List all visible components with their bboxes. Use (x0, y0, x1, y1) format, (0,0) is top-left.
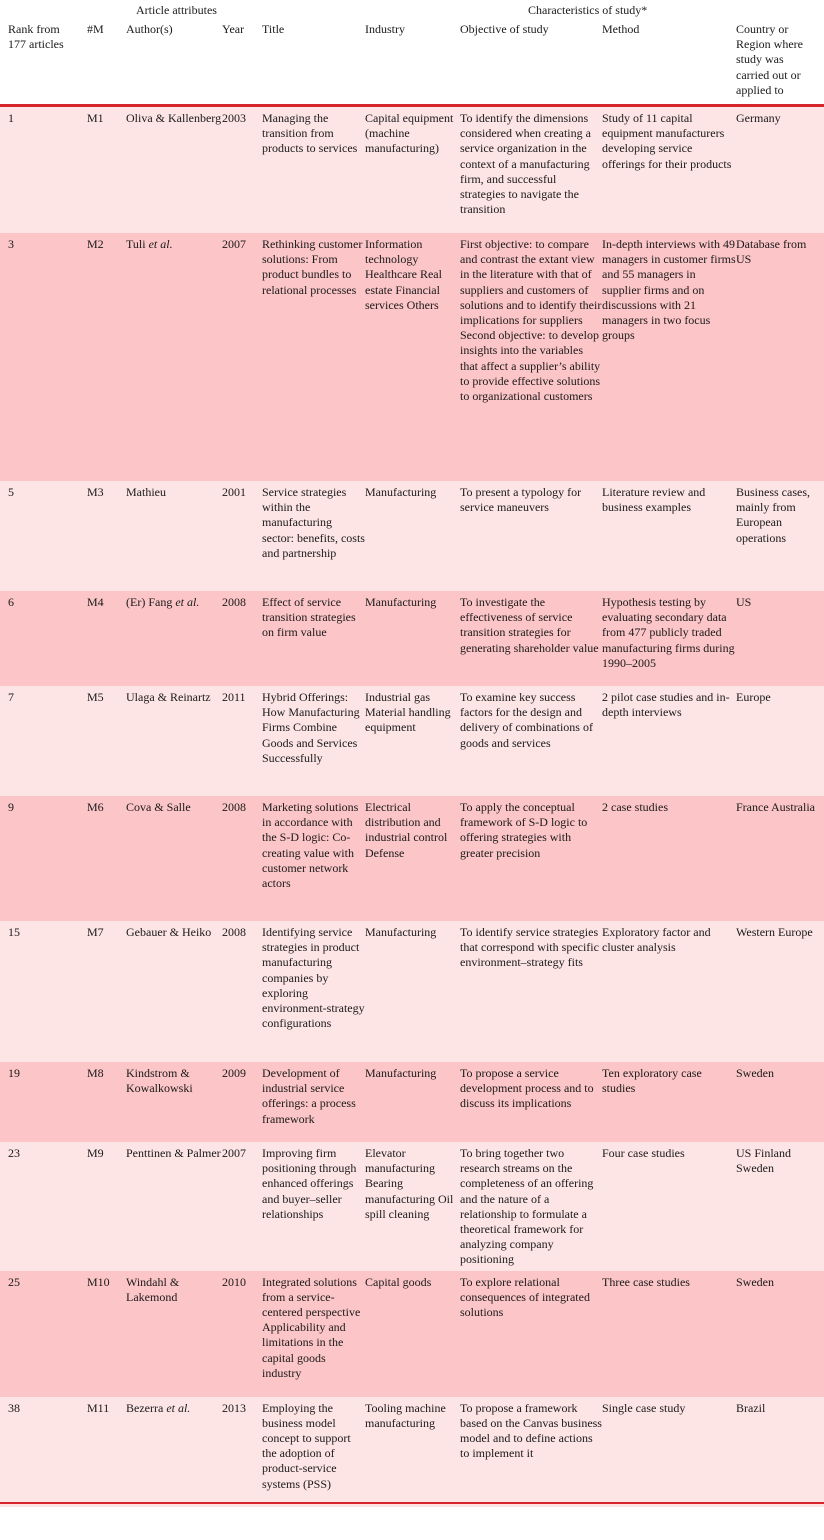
rank-cell: 7 (0, 686, 87, 796)
col-header-objective: Objective of study (460, 22, 549, 36)
country-cell: US (736, 591, 824, 686)
author-etal: et al. (148, 237, 173, 251)
author-cell (126, 796, 222, 921)
table-row (0, 233, 824, 481)
author-cell (126, 1062, 222, 1142)
industry-cell: Elevator manufacturing Bearing manufacturing Oil spill cleaning (365, 1142, 460, 1271)
objective-cell: To examine key success factors for the design and delivery of combinations of goods and services (460, 686, 602, 796)
m-cell: M9 (87, 1142, 126, 1271)
objective-cell: To explore relational consequences of integrated solutions (460, 1271, 602, 1397)
title-cell: Identifying service strategies in product manufacturing companies by exploring environment-strategy configurations (262, 921, 365, 1062)
m-cell: M3 (87, 481, 126, 591)
method-cell: Hypothesis testing by evaluating secondary data from 477 publicly traded manufacturing firms during 1990–2005 (602, 591, 736, 686)
year-cell: 2001 (222, 481, 262, 591)
rank-cell: 5 (0, 481, 87, 591)
m-cell: M10 (87, 1271, 126, 1397)
m-cell: M4 (87, 591, 126, 686)
author-etal: et al. (175, 595, 200, 609)
objective-cell: To propose a framework based on the Canvas business model and to define actions to implement it (460, 1397, 602, 1507)
objective-cell: To present a typology for service maneuvers (460, 481, 602, 591)
rank-cell: 19 (0, 1062, 87, 1142)
author-cell (126, 1271, 222, 1397)
rank-cell: 6 (0, 591, 87, 686)
m-cell: M7 (87, 921, 126, 1062)
table-row (0, 1271, 824, 1397)
studies-table (0, 107, 824, 1507)
author-name: Kindstrom & Kowalkowski (126, 1066, 193, 1096)
rank-cell: 15 (0, 921, 87, 1062)
author-cell (126, 481, 222, 591)
industry-cell: Electrical distribution and industrial control Defense (365, 796, 460, 921)
year-cell: 2008 (222, 921, 262, 1062)
author-name: (Er) Fang (126, 595, 176, 609)
industry-cell: Capital equipment (machine manufacturing) (365, 107, 460, 233)
author-cell (126, 921, 222, 1062)
author-name: Mathieu (126, 485, 166, 499)
rank-cell: 9 (0, 796, 87, 921)
author-cell (126, 233, 222, 481)
title-cell: Effect of service transition strategies on firm value (262, 591, 365, 686)
bottom-rule (0, 1502, 824, 1504)
col-header-title: Title (262, 22, 285, 36)
year-cell: 2007 (222, 1142, 262, 1271)
year-cell: 2003 (222, 107, 262, 233)
objective-cell: To bring together two research streams on the completeness of an offering and the nature of a relationship to formulate a theoretical framework for analyzing company positioning (460, 1142, 602, 1271)
col-header-rank: Rank from 177 articles (8, 22, 64, 52)
country-cell: Sweden (736, 1062, 824, 1142)
m-cell: M1 (87, 107, 126, 233)
method-cell: Exploratory factor and cluster analysis (602, 921, 736, 1062)
objective-cell: To apply the conceptual framework of S-D logic to offering strategies with greater precision (460, 796, 602, 921)
method-cell: Four case studies (602, 1142, 736, 1271)
author-cell (126, 107, 222, 233)
method-cell: 2 case studies (602, 796, 736, 921)
country-cell: US Finland Sweden (736, 1142, 824, 1271)
country-cell: Business cases, mainly from European operations (736, 481, 824, 591)
author-cell (126, 1142, 222, 1271)
title-cell: Service strategies within the manufacturing sector: benefits, costs and partnership (262, 481, 365, 591)
industry-cell: Tooling machine manufacturing (365, 1397, 460, 1507)
method-cell: In-depth interviews with 49 managers in customer firms and 55 managers in supplier firms and on discussions with 21 managers in two focus groups (602, 233, 736, 481)
table-row (0, 796, 824, 921)
col-header-method: Method (602, 22, 640, 36)
col-header-m: #M (87, 22, 104, 36)
industry-cell: Industrial gas Material handling equipment (365, 686, 460, 796)
rank-cell: 3 (0, 233, 87, 481)
title-cell: Hybrid Offerings: How Manufacturing Firms Combine Goods and Services Successfully (262, 686, 365, 796)
country-cell: Germany (736, 107, 824, 233)
author-name: Tuli (126, 237, 149, 251)
year-cell: 2011 (222, 686, 262, 796)
country-cell: Western Europe (736, 921, 824, 1062)
method-cell: 2 pilot case studies and in-depth interviews (602, 686, 736, 796)
year-cell: 2013 (222, 1397, 262, 1507)
industry-cell: Manufacturing (365, 591, 460, 686)
method-cell: Three case studies (602, 1271, 736, 1397)
table-row (0, 1397, 824, 1507)
author-etal: et al. (166, 1400, 191, 1415)
method-cell: Literature review and business examples (602, 481, 736, 591)
author-cell (126, 591, 222, 686)
country-cell: Sweden (736, 1271, 824, 1397)
method-cell: Study of 11 capital equipment manufacturers developing service offerings for their products (602, 107, 736, 233)
industry-cell: Capital goods (365, 1271, 460, 1397)
table-row (0, 921, 824, 1062)
col-header-industry: Industry (365, 22, 405, 36)
title-cell: Rethinking customer solutions: From product bundles to relational processes (262, 233, 365, 481)
author-name: Bezerra (126, 1400, 167, 1415)
table-row (0, 481, 824, 591)
col-header-country: Country or Region where study was carried out or applied to (736, 22, 803, 97)
m-cell: M8 (87, 1062, 126, 1142)
table-row (0, 1062, 824, 1142)
objective-cell: First objective: to compare and contrast the extant view in the literature with that of suppliers and customers of solutions and to identify their implications for suppliers Second objective: to develop insights into the variables that affect a supplier’s ability to provide effective solutions to organizational customers (460, 233, 602, 481)
year-cell: 2010 (222, 1271, 262, 1397)
method-cell: Ten exploratory case studies (602, 1062, 736, 1142)
table-row (0, 591, 824, 686)
industry-cell: Manufacturing (365, 921, 460, 1062)
rank-cell: 1 (0, 107, 87, 233)
table-row (0, 1142, 824, 1271)
author-cell (126, 1397, 222, 1507)
rank-cell: 23 (0, 1142, 87, 1271)
country-cell: Database from US (736, 233, 824, 481)
objective-cell: To identify the dimensions considered when creating a service organization in the context of a manufacturing firm, and successful strategies to navigate the transition (460, 107, 602, 233)
group-header-article-attributes: Article attributes (136, 3, 217, 17)
year-cell: 2008 (222, 591, 262, 686)
method-cell: Single case study (602, 1397, 736, 1507)
author-cell (126, 686, 222, 796)
country-cell: Brazil (736, 1397, 824, 1507)
objective-cell: To investigate the effectiveness of service transition strategies for generating shareholder value (460, 591, 602, 686)
table-row (0, 107, 824, 233)
author-name: Gebauer & Heiko (126, 925, 212, 939)
title-cell: Marketing solutions in accordance with the S-D logic: Co-creating value with customer network actors (262, 796, 365, 921)
industry-cell: Information technology Healthcare Real estate Financial services Others (365, 233, 460, 481)
m-cell: M2 (87, 233, 126, 481)
title-cell: Integrated solutions from a service-centered perspective Applicability and limitations in the capital goods industry (262, 1271, 365, 1397)
title-cell: Managing the transition from products to services (262, 107, 365, 233)
group-header-characteristics: Characteristics of study* (528, 3, 648, 17)
author-name: Cova & Salle (126, 800, 191, 814)
rank-cell: 25 (0, 1271, 87, 1397)
year-cell: 2009 (222, 1062, 262, 1142)
country-cell: Europe (736, 686, 824, 796)
author-name: Ulaga & Reinartz (126, 690, 211, 704)
objective-cell: To propose a service development process and to discuss its implications (460, 1062, 602, 1142)
table-row (0, 686, 824, 796)
rank-cell: 38 (0, 1397, 87, 1507)
year-cell: 2008 (222, 796, 262, 921)
author-name: Windahl & Lakemond (126, 1274, 180, 1304)
m-cell: M11 (87, 1397, 126, 1507)
author-name: Penttinen & Palmer (126, 1146, 221, 1160)
objective-cell: To identify service strategies that correspond with specific environment–strategy fits (460, 921, 602, 1062)
col-header-year: Year (222, 22, 245, 36)
m-cell: M6 (87, 796, 126, 921)
m-cell: M5 (87, 686, 126, 796)
col-header-authors: Author(s) (126, 22, 173, 36)
author-name: Oliva & Kallenberg (126, 111, 222, 125)
title-cell: Development of industrial service offerings: a process framework (262, 1062, 365, 1142)
title-cell: Employing the business model concept to support the adoption of product-service systems (PSS) (262, 1397, 365, 1507)
industry-cell: Manufacturing (365, 1062, 460, 1142)
country-cell: France Australia (736, 796, 824, 921)
year-cell: 2007 (222, 233, 262, 481)
industry-cell: Manufacturing (365, 481, 460, 591)
title-cell: Improving firm positioning through enhanced offerings and buyer–seller relationships (262, 1142, 365, 1271)
